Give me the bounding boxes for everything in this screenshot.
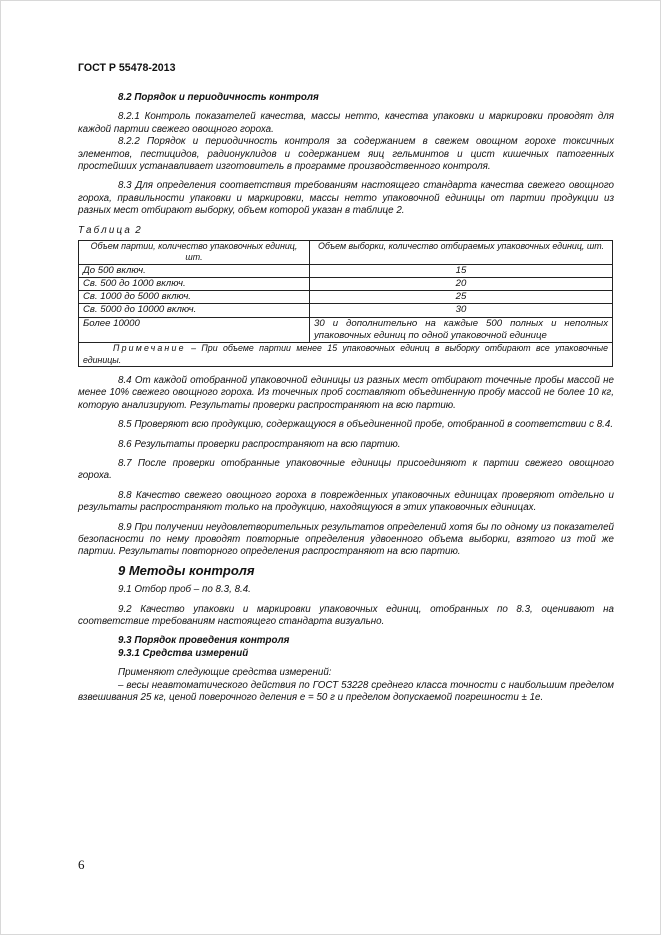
paragraph-8-9: 8.9 При получении неудовлетворительных результатов определений хотя бы по одному из показателей безопасности по нему проводят повторные определения удвоенного объема выборки, взятого из той же партии. Результаты повторного определения распространяют на всю партию. (78, 521, 614, 558)
paragraph-8-3: 8.3 Для определения соответствия требованиям настоящего стандарта качества свежего овощного гороха, правильности упаковки и маркировки, массы нетто упаковочной единицы от партии продукции из разных мест отбирают выборку, объем которой указан в таблице 2. (78, 180, 614, 217)
sample-size-table (78, 240, 613, 367)
cell-sample: 30 (310, 304, 613, 317)
paragraph-8-2-1: 8.2.1 Контроль показателей качества, массы нетто, качества упаковки и маркировки проводят для каждой партии свежего овощного гороха. (78, 111, 614, 135)
cell-lot: До 500 включ. (79, 264, 310, 277)
table-row (79, 317, 613, 342)
header-sample-size: Объем выборки, количество отбираемых упаковочных единиц, шт. (310, 241, 613, 265)
paragraph-9-2: 9.2 Качество упаковки и маркировки упаковочных единиц, отобранных по 8.3, оценивают на соответствие требованиям настоящего стандарта визуально. (78, 603, 614, 627)
table-row (79, 304, 613, 317)
header-lot-size: Объем партии, количество упаковочных единиц, шт. (79, 241, 310, 265)
paragraph-8-5: 8.5 Проверяют всю продукцию, содержащуюся в объединенной пробе, отобранной в соответствии с 8.4. (118, 419, 614, 431)
cell-sample: 30 и дополнительно на каждые 500 полных и неполных упаковочных единиц по одной упаковочной единице (310, 317, 613, 342)
cell-lot: Св. 5000 до 10000 включ. (79, 304, 310, 317)
paragraph-apply-instruments: Применяют следующие средства измерений: (118, 667, 332, 679)
table-header-row (79, 241, 613, 265)
paragraph-8-7: 8.7 После проверки отобранные упаковочные единицы присоединяют к партии свежего овощного гороха. (78, 457, 614, 482)
table-note (79, 343, 613, 367)
cell-lot: Св. 500 до 1000 включ. (79, 278, 310, 291)
table-note-row (79, 343, 613, 367)
paragraph-8-8: 8.8 Качество свежего овощного гороха в поврежденных упаковочных единицах проверяют отдельно и результаты распространяют только на продукцию, находящуюся в этих упаковочных единицах. (78, 489, 614, 514)
paragraph-scales: – весы неавтоматического действия по ГОСТ 53228 среднего класса точности с наибольшим пределом взвешивания 25 кг, ценой поверочного деления е = 50 г и пределом допускаемой погрешности ± 1е. (78, 679, 614, 704)
section-9-3-1-heading: 9.3.1 Средства измерений (118, 647, 249, 659)
table-caption-number: 2 (135, 224, 142, 236)
table-row (79, 264, 613, 277)
cell-sample: 15 (310, 264, 613, 277)
paragraph-9-1: 9.1 Отбор проб – по 8.3, 8.4. (118, 584, 251, 596)
section-9-3-heading: 9.3 Порядок проведения контроля (118, 635, 290, 647)
section-9-heading: 9 Методы контроля (118, 562, 255, 578)
table-caption (78, 225, 614, 237)
table-row (79, 278, 613, 291)
cell-lot: Более 10000 (79, 317, 310, 342)
table-caption-word: Таблица (78, 224, 133, 236)
cell-sample: 20 (310, 278, 613, 291)
paragraph-8-4: 8.4 От каждой отобранной упаковочной единицы из разных мест отбирают точечные пробы массой не менее 10% свежего овощного гороха. Из точечных проб составляют объединенную пробу массой не более 10 кг, которую анализируют. Результаты проверки распространяют на всю партию. (78, 374, 614, 411)
note-text: – При объеме партии менее 15 упаковочных единиц в выборку отбирают все упаковочные единицы. (83, 343, 608, 365)
table-row (79, 291, 613, 304)
section-8-2-heading: 8.2 Порядок и периодичность контроля (118, 92, 319, 103)
paragraph-8-6: 8.6 Результаты проверки распространяют на всю партию. (118, 438, 401, 450)
cell-lot: Св. 1000 до 5000 включ. (79, 291, 310, 304)
standard-header: ГОСТ Р 55478-2013 (78, 62, 176, 74)
note-label: Примечание (113, 343, 186, 354)
page-number: 6 (78, 857, 85, 872)
cell-sample: 25 (310, 291, 613, 304)
paragraph-8-2-2: 8.2.2 Порядок и периодичность контроля за содержанием в свежем овощном горохе токсичных элементов, пестицидов, радионуклидов и содержанием яиц гельминтов и цист кишечных патогенных простейших устанавливает изготовитель в программе производственного контроля. (78, 136, 614, 173)
document-body (78, 92, 614, 704)
